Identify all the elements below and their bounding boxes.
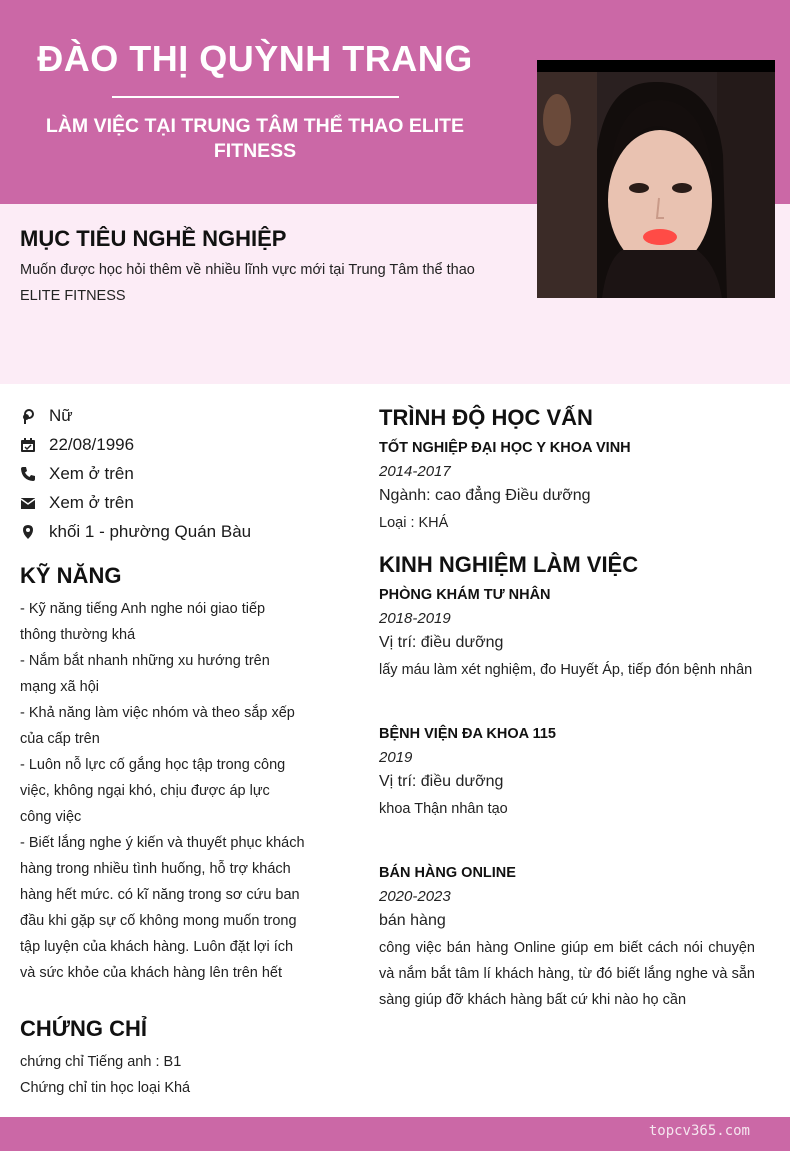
contact-phone: [20, 463, 134, 485]
birthday-text: 22/08/1996: [49, 435, 135, 454]
objective-text: Muốn được học hỏi thêm về nhiều lĩnh vực mới tại Trung Tâm thể thao ELITE FITNESS: [20, 262, 475, 304]
skills-title: KỸ NĂNG: [20, 563, 122, 588]
name-divider: [112, 96, 399, 98]
education-grade: Loại : KHÁ: [379, 515, 449, 531]
location-icon: [20, 524, 36, 540]
certificate-item: chứng chỉ Tiếng anh : B1: [20, 1054, 182, 1070]
job-period: 2018-2019: [379, 610, 451, 627]
email-text: Xem ở trên: [49, 493, 134, 512]
contact-birthday: [20, 434, 134, 456]
job-role: Vị trí: điều dưỡng: [379, 773, 504, 790]
contact-address: [20, 521, 251, 543]
job-company: BÁN HÀNG ONLINE: [379, 865, 516, 881]
experience-title: KINH NGHIỆM LÀM VIỆC: [379, 552, 639, 577]
footer-brand: topcv365.com: [648, 1123, 750, 1139]
job-description: lấy máu làm xét nghiệm, đo Huyết Áp, tiếp đón bệnh nhân: [379, 662, 753, 678]
contact-gender: [20, 405, 73, 427]
certificates-title: CHỨNG CHỈ: [20, 1016, 148, 1041]
gender-text: Nữ: [49, 406, 73, 425]
email-icon: [20, 495, 36, 511]
job-description: công việc bán hàng Online giúp em biết cách nói chuyện và nắm bắt tâm lí khách hàng, từ đó biết lắng nghe và sẵn sàng giúp đỡ khách hàng bất cứ khi nào họ cần: [379, 940, 755, 1008]
job-company: BỆNH VIỆN ĐA KHOA 115: [379, 726, 556, 742]
gender-icon: [20, 408, 36, 424]
job-role: Vị trí: điều dưỡng: [379, 634, 504, 651]
education-title: TRÌNH ĐỘ HỌC VẤN: [379, 405, 593, 430]
candidate-name: ĐÀO THỊ QUỲNH TRANG: [37, 38, 473, 79]
job-description: khoa Thận nhân tạo: [379, 801, 508, 817]
candidate-headline: LÀM VIỆC TẠI TRUNG TÂM THỂ THAO ELITE FITNESS: [45, 115, 465, 162]
footer-band: [0, 1117, 790, 1151]
education-school: TỐT NGHIỆP ĐẠI HỌC Y KHOA VINH: [379, 440, 631, 456]
phone-text: Xem ở trên: [49, 464, 134, 483]
job-company: PHÒNG KHÁM TƯ NHÂN: [379, 587, 551, 603]
job-period: 2020-2023: [379, 888, 451, 905]
job-period: 2019: [379, 749, 413, 766]
contact-email: [20, 492, 134, 514]
job-role: bán hàng: [379, 912, 446, 929]
phone-icon: [20, 466, 36, 482]
calendar-icon: [20, 437, 36, 453]
address-text: khối 1 - phường Quán Bàu: [49, 522, 252, 541]
education-period: 2014-2017: [379, 463, 451, 480]
certificate-item: Chứng chỉ tin học loại Khá: [20, 1080, 191, 1096]
profile-photo-art: [537, 60, 775, 298]
education-major: Ngành: cao đẳng Điều dưỡng: [379, 487, 591, 504]
profile-photo: [537, 60, 775, 298]
objective-title: MỤC TIÊU NGHỀ NGHIỆP: [20, 226, 287, 251]
skills-text: - Kỹ năng tiếng Anh nghe nói giao tiếp thông thường khá - Nắm bắt nhanh những xu hướng trên mạng xã hội - Khả năng làm việc nhóm và theo sắp xếp của cấp trên - Luôn nỗ lực cố gắng học tập trong công việc, không ngại khó, chịu được áp lực công việc - Biết lắng nghe ý kiến và thuyết phục khách hàng trong nhiều tình huống, hỗ trợ khách hàng hết mức. có kĩ năng trong sơ cứu ban đầu khi gặp sự cố không mong muốn trong tập luyện của khách hàng. Luôn đặt lợi ích và sức khỏe của khách hàng lên trên hết: [20, 601, 305, 981]
